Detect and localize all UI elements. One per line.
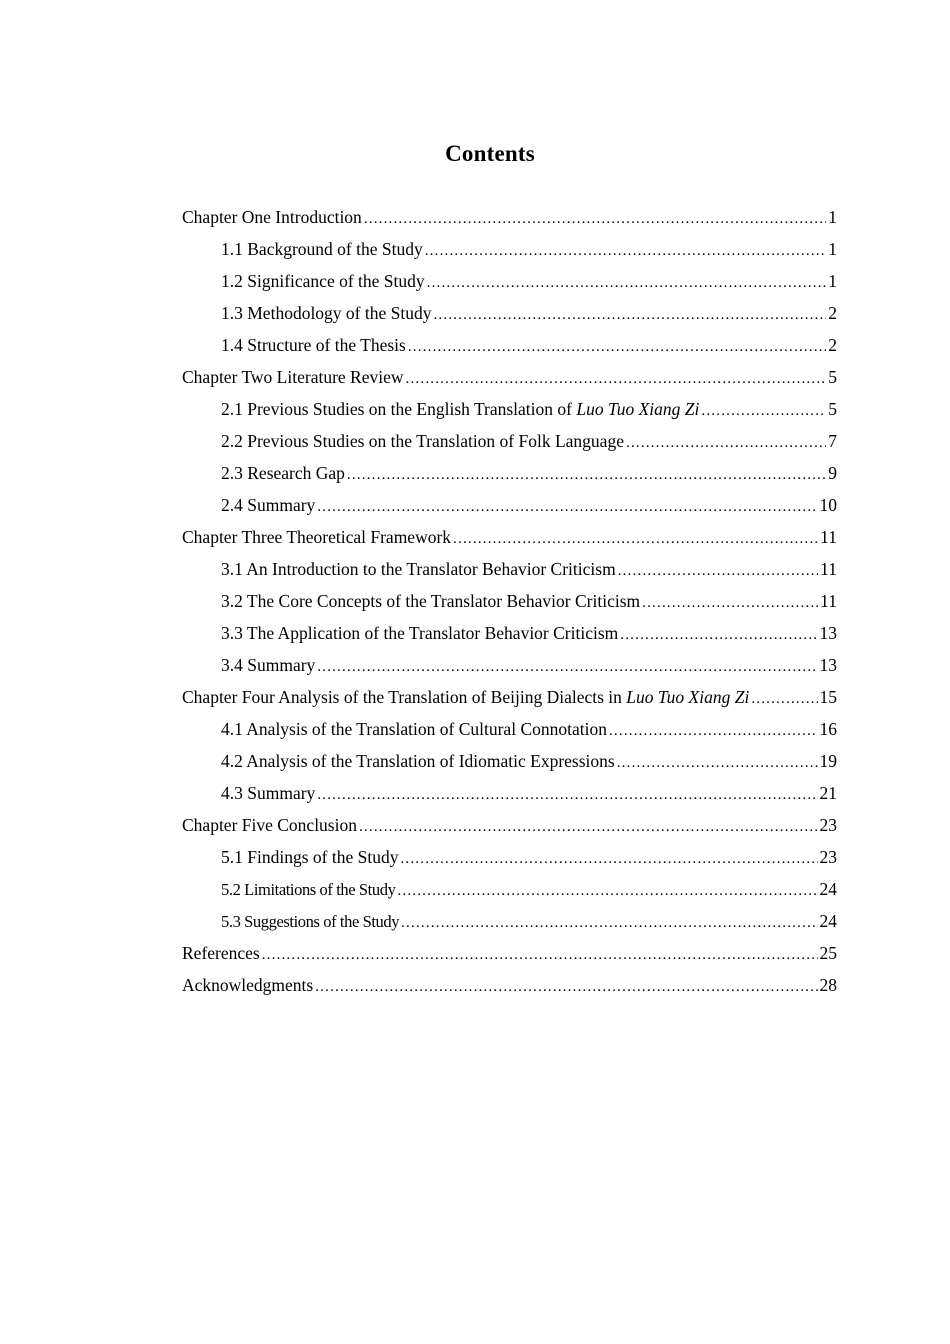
dot-leader (618, 555, 818, 587)
toc-section-entry[interactable] (182, 329, 837, 361)
dot-leader (433, 299, 826, 331)
dot-leader (626, 427, 826, 459)
toc-page-number: 1 (828, 207, 837, 227)
toc-section-entry[interactable] (182, 297, 837, 329)
dot-leader (642, 587, 818, 619)
toc-entry-text: 4.3 Summary (221, 783, 316, 803)
toc-section-entry[interactable] (182, 457, 837, 489)
toc-section-entry[interactable] (182, 233, 837, 265)
toc-entry-title (221, 233, 423, 265)
toc-chapter-entry[interactable] (182, 361, 837, 393)
dot-leader (406, 363, 827, 395)
dot-leader (453, 523, 818, 555)
toc-entry-text: 1.4 Structure of the Thesis (221, 335, 406, 355)
toc-chapter-entry[interactable] (182, 521, 837, 553)
toc-page-number: 1 (828, 271, 837, 291)
toc-section-entry[interactable] (182, 777, 837, 809)
toc-entry-text: 3.2 The Core Concepts of the Translator Behavior Criticism (221, 591, 641, 611)
toc-section-entry[interactable] (182, 265, 837, 297)
toc-page-number: 11 (820, 559, 837, 579)
toc-section-entry[interactable] (182, 425, 837, 457)
dot-leader (315, 971, 817, 1003)
toc-section-entry[interactable] (182, 649, 837, 681)
toc-page-number: 1 (828, 239, 837, 259)
dot-leader (347, 459, 826, 491)
dot-leader (317, 491, 817, 523)
toc-entry-title (221, 489, 315, 521)
toc-entry-title (182, 521, 451, 553)
toc-entry-text: Chapter Five Conclusion (182, 815, 357, 835)
toc-section-entry[interactable] (182, 617, 837, 649)
toc-page-number: 13 (819, 655, 837, 675)
toc-entry-title (221, 777, 315, 809)
toc-entry-text: 5.1 Findings of the Study (221, 847, 399, 867)
toc-entry-text: 1.2 Significance of the Study (221, 271, 425, 291)
toc-entry-title (221, 393, 699, 425)
toc-entry-text: Chapter One Introduction (182, 207, 362, 227)
toc-entry-title (182, 681, 749, 713)
dot-leader (701, 395, 826, 427)
dot-leader (317, 651, 817, 683)
dot-leader (364, 203, 826, 235)
toc-page-number: 24 (819, 879, 837, 899)
toc-section-entry[interactable] (182, 393, 837, 425)
page-title: Contents (445, 141, 535, 167)
toc-chapter-entry[interactable] (182, 969, 837, 1001)
toc-entry-title (221, 906, 399, 938)
toc-entry-text: 3.3 The Application of the Translator Behavior Criticism (221, 623, 619, 643)
toc-entry-title (221, 585, 640, 617)
toc-entry-text: 5.2 Limitations of the Study (221, 880, 396, 899)
toc-entry-title (182, 937, 260, 969)
toc-section-entry[interactable] (182, 873, 837, 905)
toc-chapter-entry[interactable] (182, 681, 837, 713)
toc-entry-text: 2.2 Previous Studies on the Translation of Folk Language (221, 431, 624, 451)
toc-entry-text: Chapter Two Literature Review (182, 367, 404, 387)
toc-entry-text: 3.4 Summary (221, 655, 316, 675)
toc-section-entry[interactable] (182, 905, 837, 937)
dot-leader (609, 715, 818, 747)
toc-entry-title (221, 745, 615, 777)
dot-leader (317, 779, 817, 811)
toc-chapter-entry[interactable] (182, 809, 837, 841)
toc-entry-text: Chapter Four Analysis of the Translation of Beijing Dialects in (182, 687, 627, 707)
toc-entry-text: 2.4 Summary (221, 495, 316, 515)
toc-page-number: 11 (820, 527, 837, 547)
toc-entry-title (221, 265, 425, 297)
toc-page-number: 24 (819, 911, 837, 931)
dot-leader (400, 843, 817, 875)
dot-leader (359, 811, 818, 843)
dot-leader (751, 683, 817, 715)
toc-entry-title (221, 874, 395, 906)
toc-entry-text: 3.1 An Introduction to the Translator Behavior Criticism (221, 559, 616, 579)
toc-entry-title (221, 713, 607, 745)
toc-entry-text: 1.1 Background of the Study (221, 239, 423, 259)
toc-page-number: 5 (828, 367, 837, 387)
toc-page-number: 9 (828, 463, 837, 483)
toc-entry-title (221, 649, 315, 681)
toc-entry-text: 1.3 Methodology of the Study (221, 303, 432, 323)
toc-entry-text: Chapter Three Theoretical Framework (182, 527, 452, 547)
toc-page-number: 19 (819, 751, 837, 771)
dot-leader (617, 747, 818, 779)
toc-entry-text: 2.3 Research Gap (221, 463, 345, 483)
toc-entry-title (221, 553, 616, 585)
dot-leader (262, 939, 818, 971)
table-of-contents (182, 201, 837, 1001)
toc-entry-title (182, 809, 357, 841)
toc-page-number: 7 (828, 431, 837, 451)
toc-entry-title (221, 841, 398, 873)
toc-chapter-entry[interactable] (182, 937, 837, 969)
toc-section-entry[interactable] (182, 745, 837, 777)
toc-page-number: 15 (819, 687, 837, 707)
toc-page-number: 23 (819, 847, 837, 867)
dot-leader (397, 875, 817, 907)
dot-leader (427, 267, 827, 299)
toc-entry-title (221, 297, 431, 329)
toc-entry-text: Acknowledgments (182, 975, 314, 995)
toc-entry-title (182, 969, 313, 1001)
toc-section-entry[interactable] (182, 553, 837, 585)
toc-entry-title (221, 617, 618, 649)
toc-section-entry[interactable] (182, 585, 837, 617)
toc-entry-title (182, 361, 404, 393)
toc-entry-title (221, 329, 406, 361)
toc-section-entry[interactable] (182, 713, 837, 745)
toc-page-number: 21 (819, 783, 837, 803)
toc-section-entry[interactable] (182, 489, 837, 521)
toc-page-number: 10 (819, 495, 837, 515)
toc-entry-italic-title: Luo Tuo Xiang Zi (576, 399, 700, 419)
toc-section-entry[interactable] (182, 841, 837, 873)
toc-chapter-entry[interactable] (182, 201, 837, 233)
toc-page-number: 23 (819, 815, 837, 835)
toc-page-number: 5 (828, 399, 837, 419)
dot-leader (408, 331, 826, 363)
toc-entry-text: 2.1 Previous Studies on the English Translation of (221, 399, 577, 419)
toc-page-number: 25 (819, 943, 837, 963)
toc-page-number: 28 (819, 975, 837, 995)
toc-page-number: 13 (819, 623, 837, 643)
toc-entry-text: 5.3 Suggestions of the Study (221, 912, 400, 931)
toc-entry-title (221, 425, 624, 457)
toc-page-number: 2 (828, 303, 837, 323)
toc-entry-italic-title: Luo Tuo Xiang Zi (626, 687, 750, 707)
toc-entry-title (221, 457, 345, 489)
dot-leader (620, 619, 817, 651)
toc-page-number: 16 (819, 719, 837, 739)
toc-entry-text: 4.1 Analysis of the Translation of Cultural Connotation (221, 719, 607, 739)
toc-entry-text: 4.2 Analysis of the Translation of Idiomatic Expressions (221, 751, 615, 771)
toc-entry-title (182, 201, 362, 233)
toc-page-number: 2 (828, 335, 837, 355)
toc-entry-text: References (182, 943, 260, 963)
dot-leader (425, 235, 827, 267)
dot-leader (401, 907, 817, 939)
toc-page-number: 11 (820, 591, 837, 611)
